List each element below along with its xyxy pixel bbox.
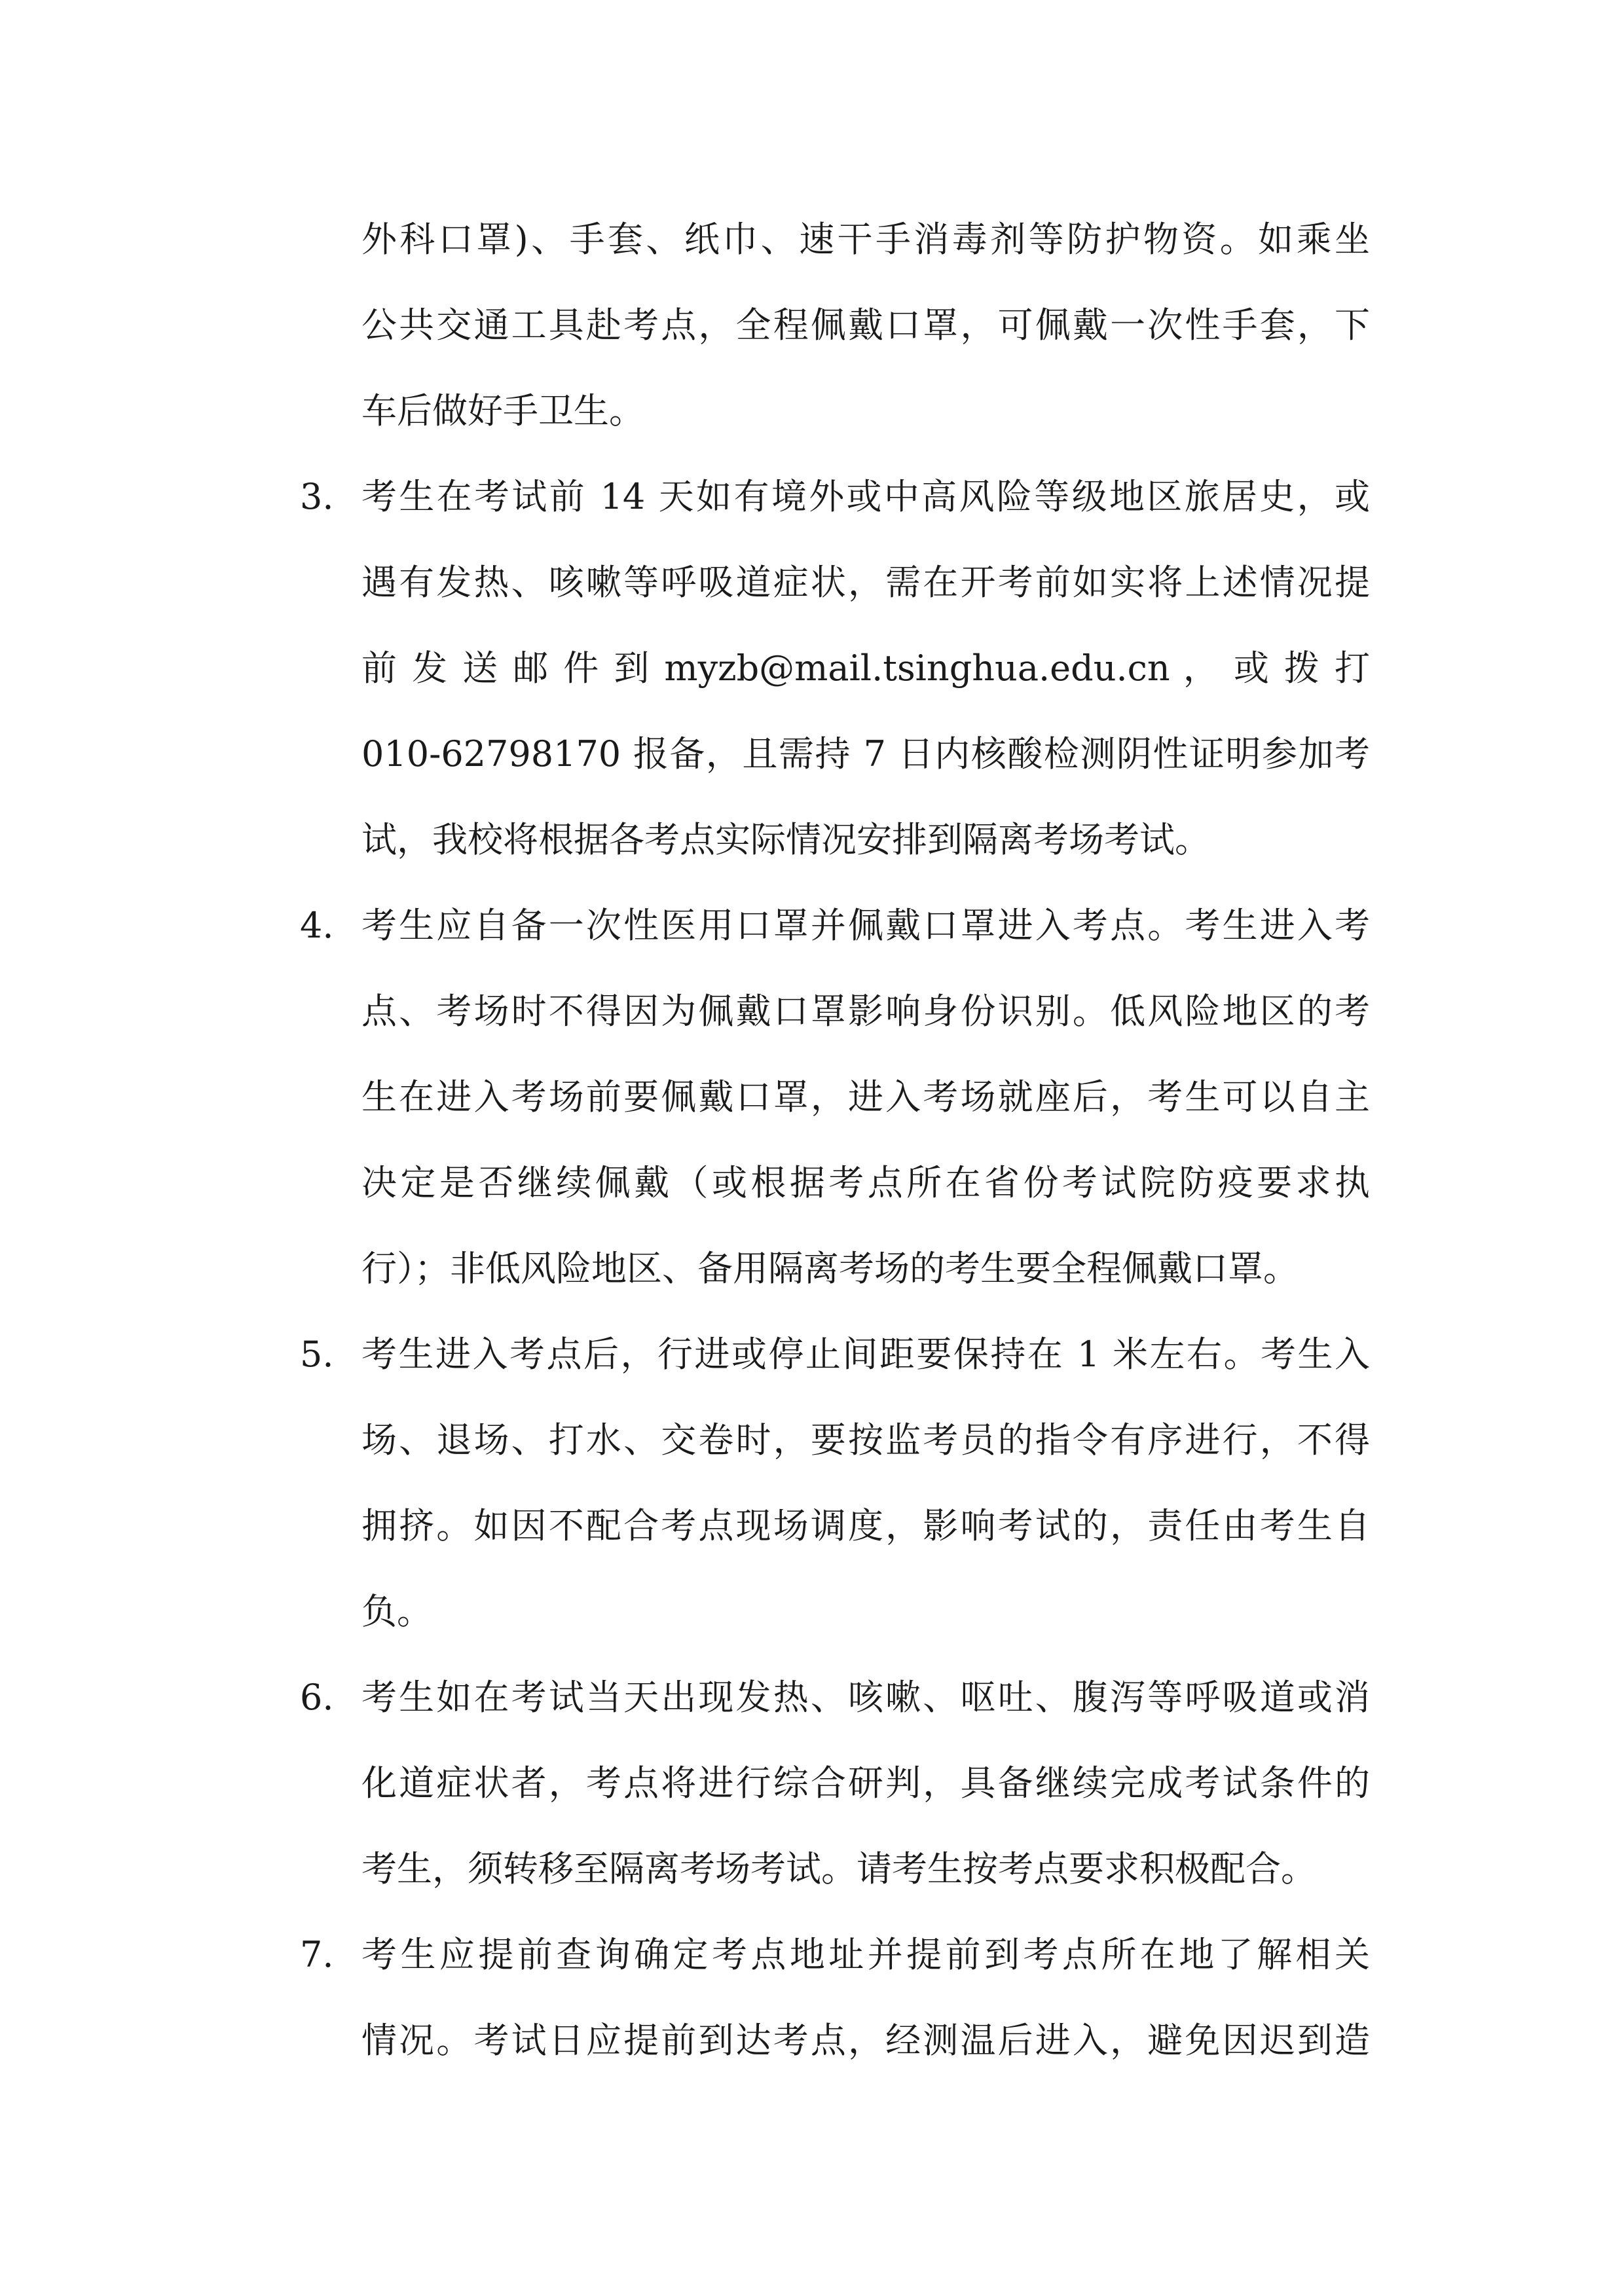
- list-item-line: 遇有发热、咳嗽等呼吸道症状，需在开考前如实将上述情况提: [361, 562, 1370, 603]
- list-item-line: 负。: [361, 1591, 432, 1632]
- list-item-line: 行）；非低风险地区、备用隔离考场的考生要全程佩戴口罩。: [361, 1248, 1299, 1289]
- list-item-line: 考生应自备一次性医用口罩并佩戴口罩进入考点。考生进入考: [361, 905, 1370, 946]
- list-item-number: 7.: [300, 1934, 334, 1975]
- list-item-line: 化道症状者，考点将进行综合研判，具备继续完成考试条件的: [361, 1762, 1370, 1804]
- paragraph-line: 外科口罩)、手套、纸巾、速干手消毒剂等防护物资。如乘坐: [361, 219, 1370, 260]
- list-item-line: 考生在考试前 14 天如有境外或中高风险等级地区旅居史，或: [361, 476, 1370, 517]
- list-item-line: 生在进入考场前要佩戴口罩，进入考场就座后，考生可以自主: [361, 1076, 1370, 1118]
- list-item-line-with-email: 前 发 送 邮 件 到 myzb@mail.tsinghua.edu.cn ， 或 拨 打: [361, 647, 1370, 689]
- list-item-line-with-phone: 010-62798170 报备，且需持 7 日内核酸检测阴性证明参加考: [361, 733, 1370, 774]
- list-item-line: 情况。考试日应提前到达考点，经测温后进入，避免因迟到造: [361, 2020, 1370, 2061]
- list-item-line: 考生进入考点后，行进或停止间距要保持在 1 米左右。考生入: [361, 1334, 1370, 1375]
- list-item-line: 考生如在考试当天出现发热、咳嗽、呕吐、腹泻等呼吸道或消: [361, 1677, 1370, 1718]
- list-item-number: 6.: [300, 1677, 334, 1718]
- list-item-number: 5.: [300, 1334, 334, 1375]
- list-item-line: 拥挤。如因不配合考点现场调度，影响考试的，责任由考生自: [361, 1505, 1370, 1546]
- list-item-number: 3.: [300, 476, 334, 517]
- paragraph-line: 公共交通工具赴考点，全程佩戴口罩，可佩戴一次性手套，下: [361, 304, 1370, 346]
- list-item-line: 考生，须转移至隔离考场考试。请考生按考点要求积极配合。: [361, 1848, 1316, 1889]
- list-item-line: 考生应提前查询确定考点地址并提前到考点所在地了解相关: [361, 1934, 1370, 1975]
- list-item-line: 试，我校将根据各考点实际情况安排到隔离考场考试。: [361, 819, 1210, 860]
- list-item-line: 决定是否继续佩戴（或根据考点所在省份考试院防疫要求执: [361, 1162, 1370, 1203]
- paragraph-line: 车后做好手卫生。: [361, 390, 644, 431]
- list-item-line: 点、考场时不得因为佩戴口罩影响身份识别。低风险地区的考: [361, 991, 1370, 1032]
- list-item-line: 场、退场、打水、交卷时，要按监考员的指令有序进行，不得: [361, 1419, 1370, 1461]
- list-item-number: 4.: [300, 905, 334, 946]
